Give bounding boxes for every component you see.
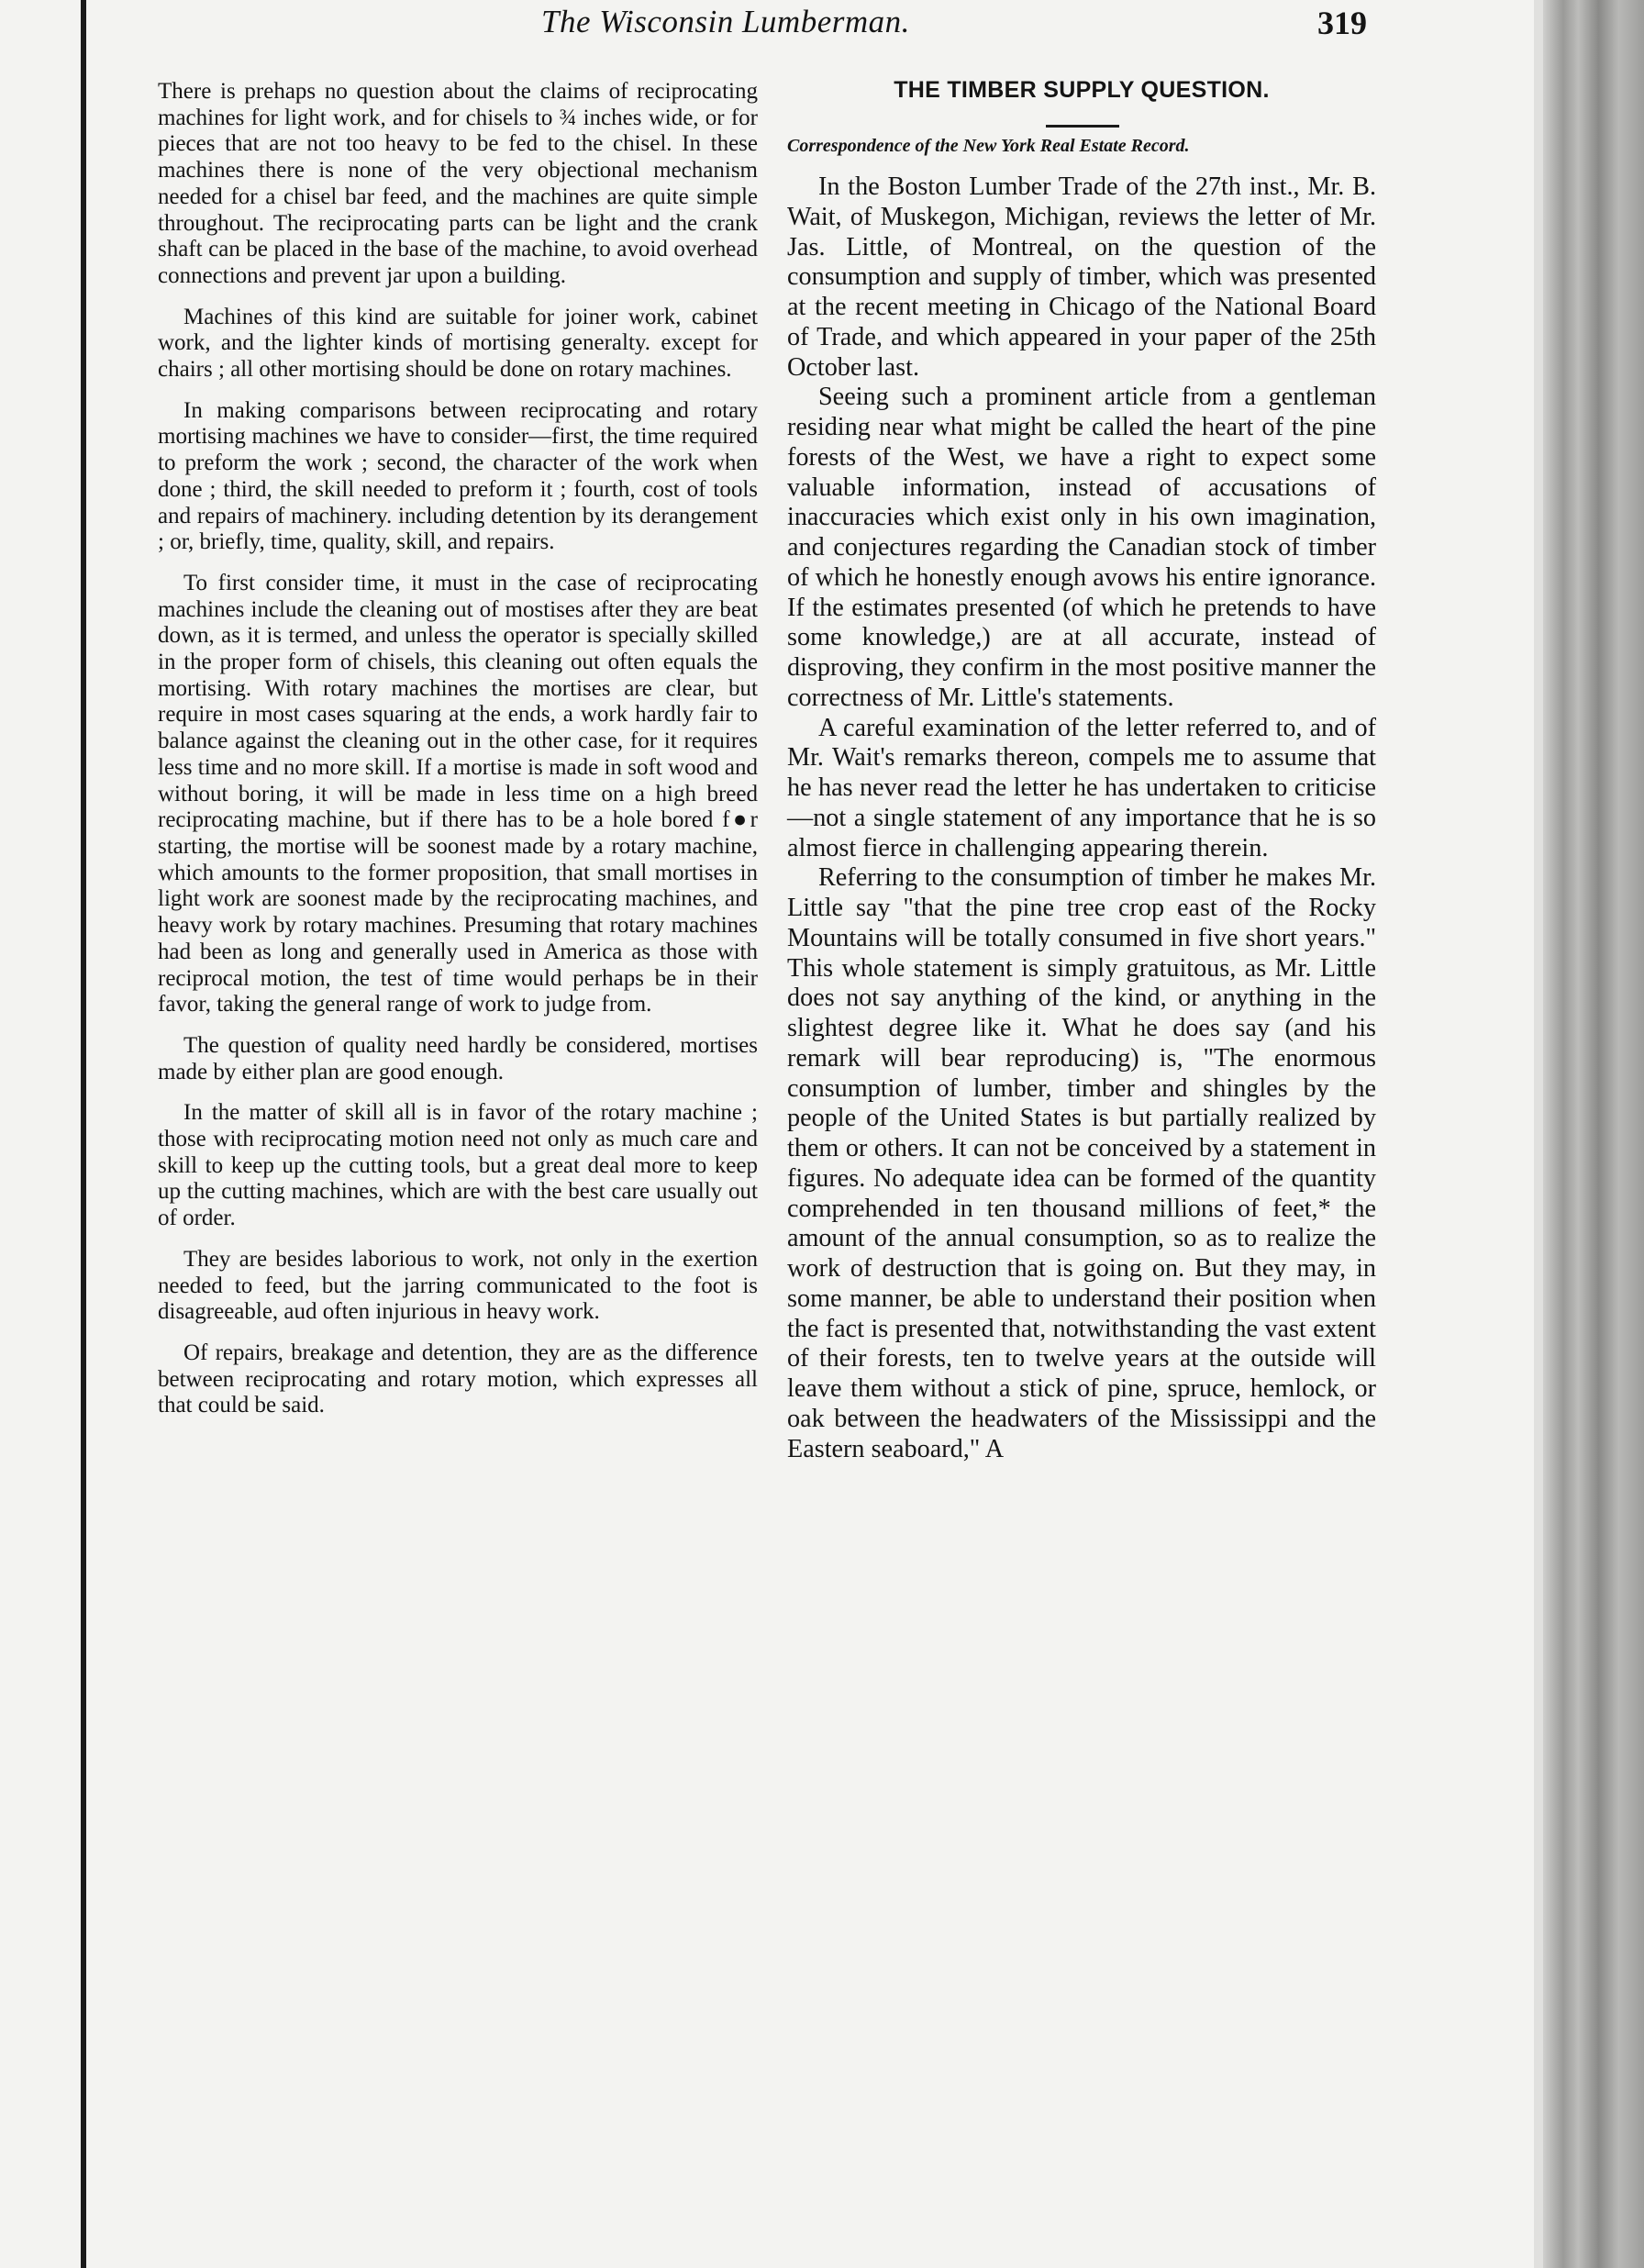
left-paragraph-5: The question of quality need hardly be considered, mortises made by either plan are good enough. [158,1032,758,1084]
right-paragraph-3: A careful examination of the letter referred to, and of Mr. Wait's remarks thereon, compels me to assume that he has never read the letter he has undertaken to criticise—not a single statement of any importance that he is so almost fierce in challenging appearing therein. [787,713,1376,862]
right-paragraph-2: Seeing such a prominent article from a gentleman residing near what might be called the heart of the pine forests of the West, we have a right to expect some valuable information, instead of accusations of inaccuracies which exist only in his own imagination, and conjectures regarding the Canadian stock of timber of which he honestly enough avows his entire ignorance. If the estimates presented (of which he pretends to have some knowledge,) are at all accurate, instead of disproving, they confirm in the most positive manner the correctness of Mr. Little's statements. [787,383,1376,712]
article-byline: Correspondence of the New York Real Estate Record. [787,136,1190,156]
page-number: 319 [1317,5,1367,41]
right-paragraph-4: Referring to the consumption of timber he makes Mr. Little say "that the pine tree crop east of the Rocky Mountains will be totally consumed in five short years." This whole statement is simply gratuitous, as Mr. Little does not say anything of the kind, or anything in the slightest degree like it. What he does say (and his remark will bear reproducing) is, "The enormous consumption of lumber, timber and shingles by the people of the United States is but partially realized by them or others. It can not be conceived by a statement in figures. No adequate idea can be formed of the quantity comprehended in ten thousand millions of feet,* the amount of the annual consumption, so as to realize the work of destruction that is going on. But they may, in some manner, be able to understand their position when the fact is presented that, notwithstanding the vast extent of their forests, ten to twelve years at the outside will leave them without a stick of pine, spruce, hemlock, or oak between the headwaters of the Mississippi and the Eastern seaboard," A [787,863,1376,1463]
left-paragraph-2: Machines of this kind are suitable for joiner work, cabinet work, and the lighter kinds of mortising generalty. except for chairs ; all other mortising should be done on rotary machines. [158,304,758,383]
book-spine [1543,0,1644,2268]
left-paragraph-6: In the matter of skill all is in favor of the rotary machine ; those with reciprocating motion need not only as much care and skill to keep up the cutting tools, but a great deal more to keep up the cutting machines, which are with the best care usually out of order. [158,1100,758,1231]
heading-rule [1046,125,1119,128]
left-column [158,79,758,1434]
left-margin-rule [81,0,86,2268]
right-paragraph-1: In the Boston Lumber Trade of the 27th inst., Mr. B. Wait, of Muskegon, Michigan, reviews the letter of Mr. Jas. Little, of Montreal, on the question of the consumption and supply of timber, which was presented at the recent meeting in Chicago of the National Board of Trade, and which appeared in your paper of the 25th October last. [787,172,1376,382]
article-heading: THE TIMBER SUPPLY QUESTION. [894,77,1270,103]
running-header-title: The Wisconsin Lumberman. [541,4,910,39]
page-edge [1534,0,1543,2268]
right-column [787,172,1376,1464]
left-paragraph-4: To first consider time, it must in the case of reciprocating machines include the cleaning out of mostises after they are beat down, as it is termed, and unless the operator is specially skilled in the proper form of chisels, this cleaning out often equals the mortising. With rotary machines the mortises are clear, but require in most cases squaring at the ends, a work hardly fair to balance against the cleaning out in the other case, for it requires less time and no more skill. If a mortise is made in soft wood and without boring, it will be made in less time on a high breed reciprocating machine, but if there has to be a hole bored f●r starting, the mortise will be soonest made by a rotary machine, which amounts to the former proposition, that small mortises in light work are soonest made by the reciprocating machines, and heavy work by rotary machines. Presuming that rotary machines had been as long and generally used in America as those with reciprocal motion, the test of time would perhaps be in their favor, taking the general range of work to judge from. [158,570,758,1017]
left-paragraph-1: There is prehaps no question about the claims of reciprocating machines for light work, and for chisels to ¾ inches wide, or for pieces that are not too heavy to be fed to the chisel. In these machines there is none of the very objectional mechanism needed for a chisel bar feed, and the machines are quite simple throughout. The reciprocating parts can be light and the crank shaft can be placed in the base of the machine, to avoid overhead connections and prevent jar upon a building. [158,79,758,288]
left-paragraph-8: Of repairs, breakage and detention, they are as the difference between reciprocating and rotary motion, which expresses all that could be said. [158,1340,758,1418]
left-paragraph-7: They are besides laborious to work, not only in the exertion needed to feed, but the jarring communicated to the foot is disagreeable, aud often injurious in heavy work. [158,1246,758,1325]
left-paragraph-3: In making comparisons between reciprocating and rotary mortising machines we have to consider—first, the time required to preform the work ; second, the character of the work when done ; third, the skill needed to preform it ; fourth, cost of tools and repairs of machinery. including detention by its derangement ; or, briefly, time, quality, skill, and repairs. [158,397,758,555]
